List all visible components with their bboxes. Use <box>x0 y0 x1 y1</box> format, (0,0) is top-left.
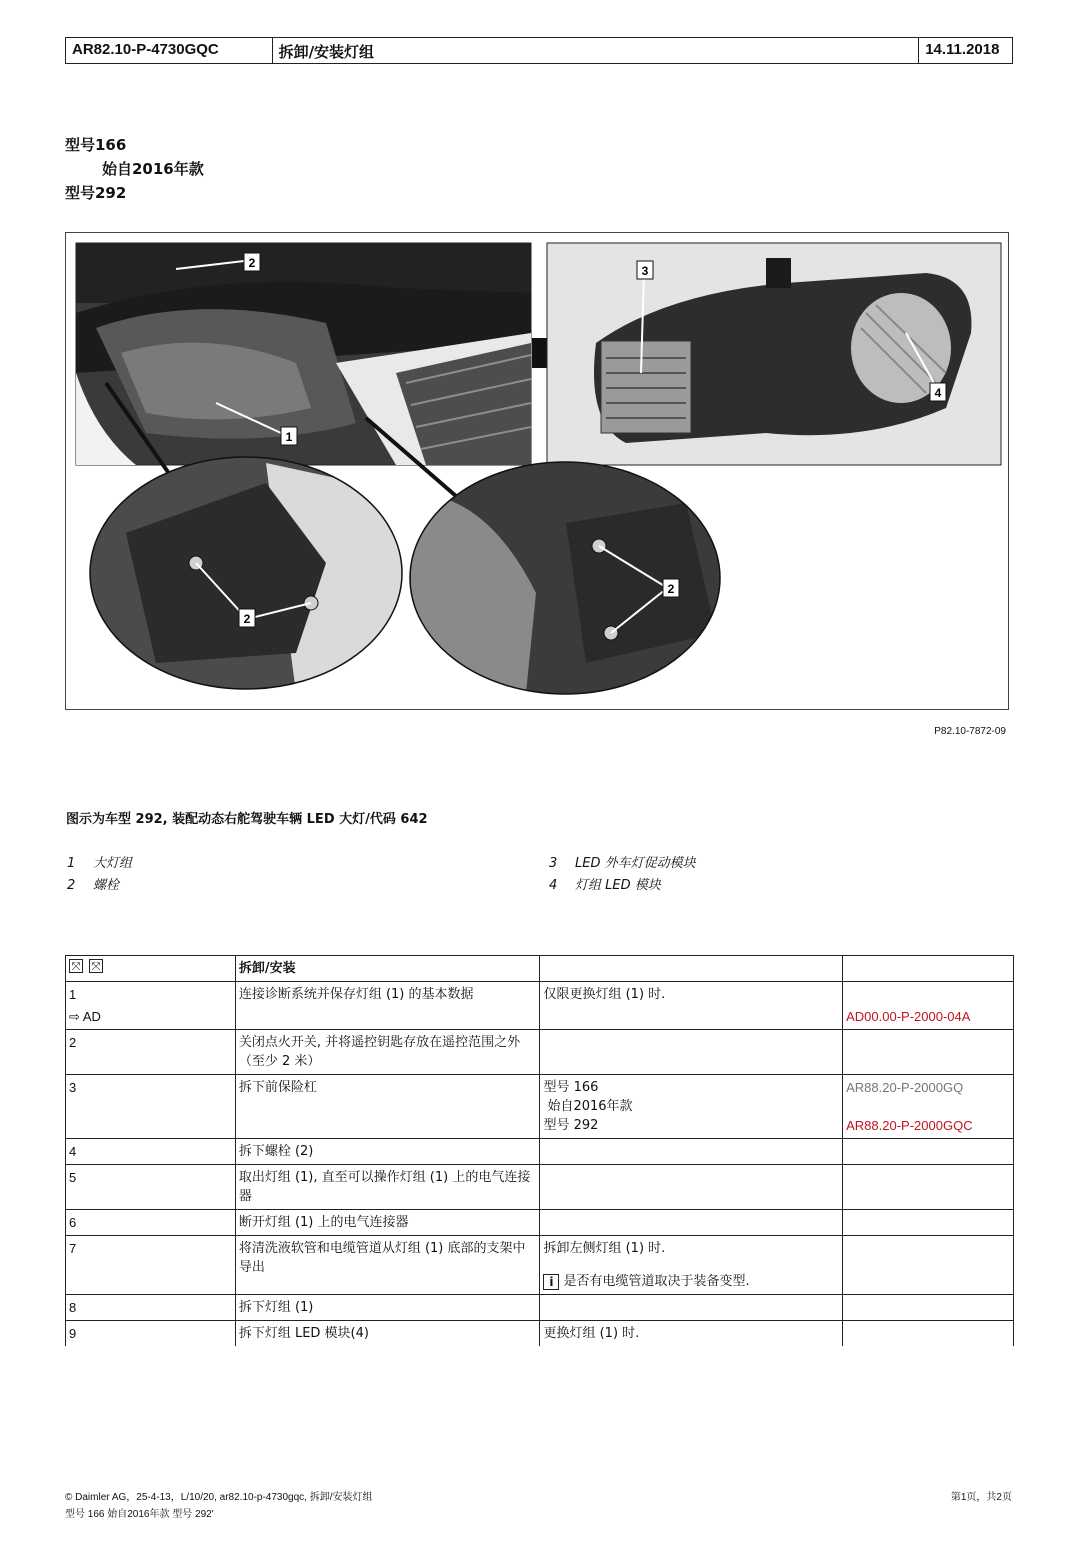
legend-item <box>549 874 661 893</box>
model-line-3: 型号292 <box>65 184 127 202</box>
step-action: 取出灯组 (1), 直至可以操作灯组 (1) 上的电气连接器 <box>235 1165 540 1210</box>
header-action: 拆卸/安装 <box>235 956 540 982</box>
doc-code: AR82.10-P-4730GQC <box>66 38 273 63</box>
callout-2b: 2 <box>243 612 251 626</box>
step-number: 3 <box>66 1075 236 1139</box>
callout-2a: 2 <box>248 256 256 270</box>
reference-link[interactable]: AR88.20-P-2000GQC <box>846 1118 973 1133</box>
document-header <box>65 37 1013 64</box>
footer-page-number: 第1页，共2页 <box>950 1492 1012 1503</box>
step-action: 断开灯组 (1) 上的电气连接器 <box>235 1210 540 1236</box>
reference-link[interactable]: AD00.00-P-2000-04A <box>846 1009 971 1024</box>
step-condition: 仅限更换灯组 (1) 时. <box>540 982 843 1030</box>
headlamp-unit-photo <box>547 243 1001 465</box>
car-front-photo <box>76 243 531 465</box>
remove-icon: ⤧ <box>69 959 83 973</box>
callout-3: 3 <box>641 264 649 278</box>
illustration-figure <box>65 232 1009 710</box>
callout-1: 1 <box>285 430 293 444</box>
legend-item <box>549 852 696 871</box>
model-line-2: 始自2016年款 <box>102 160 204 178</box>
step-number: 1 <box>69 987 77 1002</box>
figure-caption: 图示为车型 292, 装配动态右舵驾驶车辆 LED 大灯/代码 642 <box>66 812 428 827</box>
step-number: 7 <box>66 1236 236 1295</box>
table-row <box>66 1210 1014 1236</box>
headlamp-illustration <box>66 233 1008 709</box>
step-number: 2 <box>66 1030 236 1075</box>
table-row <box>66 1295 1014 1321</box>
install-icon: ⤧ <box>89 959 103 973</box>
legend-text: 螺栓 <box>93 878 120 893</box>
table-row <box>66 1075 1014 1139</box>
step-number: 4 <box>66 1139 236 1165</box>
diagnosis-icon: ⇨ <box>69 1009 80 1024</box>
callout-2c: 2 <box>667 582 675 596</box>
legend-item <box>67 874 119 893</box>
step-number: 8 <box>66 1295 236 1321</box>
table-row <box>66 1236 1014 1295</box>
legend-text: 大灯组 <box>93 856 133 871</box>
callout-4: 4 <box>934 386 942 400</box>
legend-text: 灯组 LED 模块 <box>575 878 661 893</box>
step-tag: AD <box>82 1009 101 1024</box>
step-number: 6 <box>66 1210 236 1236</box>
legend-number: 4 <box>549 878 558 893</box>
detail-inset-left <box>86 453 406 693</box>
step-number: 5 <box>66 1165 236 1210</box>
legend-number: 3 <box>549 856 558 871</box>
legend-number: 1 <box>67 856 76 871</box>
step-action: 拆下螺栓 (2) <box>235 1139 540 1165</box>
step-action: 将清洗液软管和电缆管道从灯组 (1) 底部的支架中导出 <box>235 1236 540 1295</box>
legend-text: LED 外车灯促动模块 <box>575 856 696 871</box>
reference-link[interactable]: AR88.20-P-2000GQ <box>846 1080 964 1095</box>
figure-code: P82.10-7872-09 <box>934 726 1006 737</box>
model-line-1: 型号166 <box>65 136 127 154</box>
doc-title: 拆卸/安装灯组 <box>273 38 920 63</box>
step-action: 关闭点火开关, 并将遥控钥匙存放在遥控范围之外（至少 2 米） <box>235 1030 540 1075</box>
legend-number: 2 <box>67 878 76 893</box>
step-condition: 始自2016年款 <box>547 1099 633 1114</box>
step-action: 拆下灯组 (1) <box>235 1295 540 1321</box>
table-header-row <box>66 956 1014 982</box>
step-action: 连接诊断系统并保存灯组 (1) 的基本数据 <box>235 982 540 1030</box>
table-row <box>66 1321 1014 1347</box>
legend-item <box>67 852 132 871</box>
step-condition: 更换灯组 (1) 时. <box>540 1321 843 1347</box>
footer-copyright: © Daimler AG，25-4-13，L/10/20, ar82.10-p-4730gqc, 拆卸/安装灯组 <box>65 1492 373 1503</box>
table-row <box>66 1030 1014 1075</box>
table-row <box>66 1139 1014 1165</box>
procedure-table <box>65 955 1014 1346</box>
footer-models: 型号 166 始自2016年款 型号 292' <box>65 1509 214 1520</box>
table-row <box>66 982 1014 1030</box>
step-note: 是否有电缆管道取决于装备变型. <box>563 1274 750 1289</box>
step-action: 拆下灯组 LED 模块(4) <box>235 1321 540 1347</box>
step-number: 9 <box>66 1321 236 1347</box>
step-condition: 型号 166 <box>543 1080 599 1095</box>
info-icon: i <box>543 1274 559 1290</box>
step-condition: 拆卸左侧灯组 (1) 时. <box>543 1241 666 1256</box>
step-condition: 型号 292 <box>543 1118 599 1133</box>
step-action: 拆下前保险杠 <box>235 1075 540 1139</box>
table-row <box>66 1165 1014 1210</box>
doc-date: 14.11.2018 <box>925 41 1000 58</box>
